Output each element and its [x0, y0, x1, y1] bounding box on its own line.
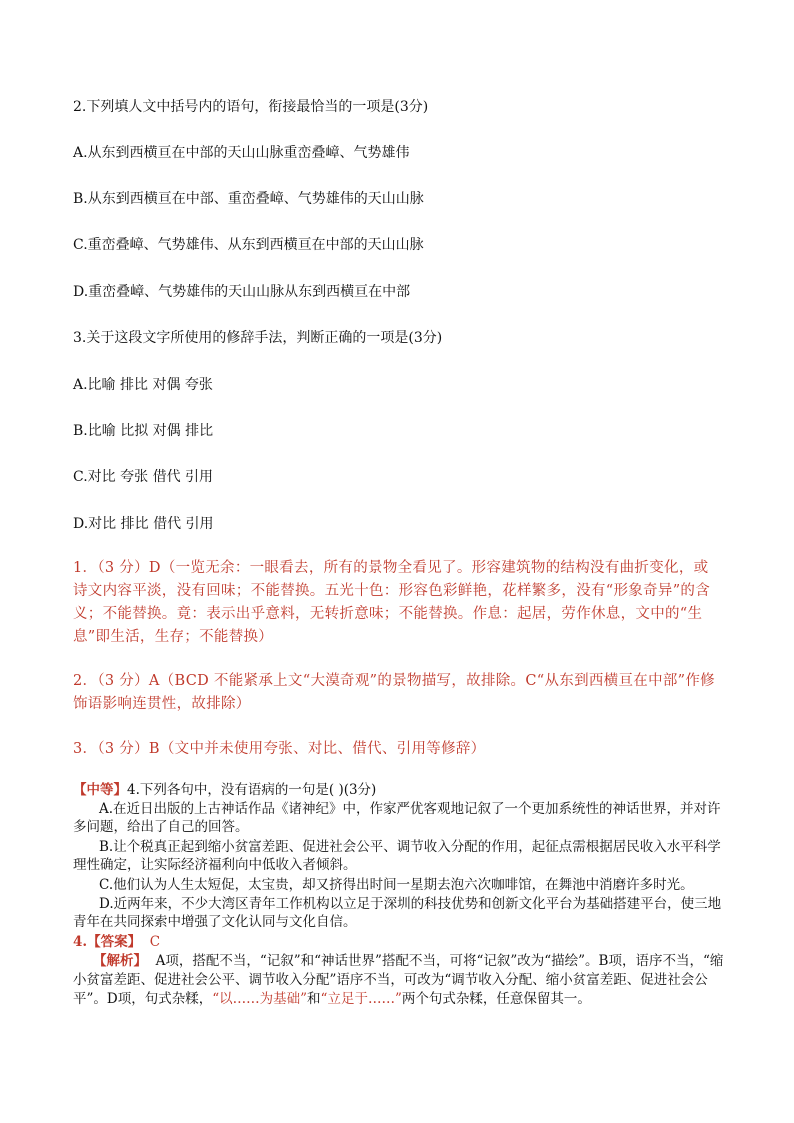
question-4-option-c: C.他们认为人生太短促，太宝贵，却又挤得出时间一星期去泡六次咖啡馆，在舞池中消磨许多时光。 — [99, 877, 694, 893]
question-3-option-a: A.比喻 排比 对偶 夸张 — [73, 377, 213, 393]
question-3-option-d: D.对比 排比 借代 引用 — [73, 516, 214, 532]
question-4-answer — [73, 933, 733, 951]
question-3-option-b: B.比喻 比拟 对偶 排比 — [73, 423, 214, 439]
analysis-text-1: A项，搭配不当，“记叙”和“神话世界”搭配不当，可将“记叙”改为“描绘”。B项，语序不当，“缩小贫富差距、促进社会公平、调节收入分配”语序不当，可改为“调节收入分配、缩小贫富差距、促进社会公平”。D项，句式杂糅， — [73, 953, 724, 1007]
question-4-option-a: A.在近日出版的上古神话作品《诸神纪》中，作家严优客观地记叙了一个更加系统性的神话世界，并对许多问题，给出了自己的回答。 — [73, 801, 721, 835]
question-3-stem: 3.关于这段文字所使用的修辞手法，判断正确的一项是(3分) — [73, 330, 443, 346]
question-2-option-d: D.重峦叠嶂、气势雄伟的天山山脉从东到西横亘在中部 — [73, 284, 411, 300]
answer-1: 1．（3 分）D（一览无余：一眼看去，所有的景物全看见了。形容建筑物的结构没有曲折变化，或诗文内容平淡，没有回味；不能替换。五光十色：形容色彩鲜艳，花样繁多，没有“形象奇异”的含义；不能替换。竟：表示出乎意料，无转折意味；不能替换。作息：起居，劳作休息，文中的“生息”即生活，生存；不能替换） — [73, 560, 711, 645]
question-4-option-b: B.让个税真正起到缩小贫富差距、促进社会公平、调节收入分配的作用，起征点需根据居民收入水平科学理性确定，让实际经济福利向中低收入者倾斜。 — [73, 839, 721, 873]
question-4-analysis — [73, 952, 733, 1009]
answer-value: C — [149, 934, 161, 950]
analysis-tag: 【解析】 — [93, 953, 147, 969]
analysis-highlight-2: “立足于……” — [320, 991, 402, 1007]
analysis-text-mid: 和 — [307, 991, 321, 1007]
question-2-stem: 2.下列填人文中括号内的语句，衔接最恰当的一项是(3分) — [73, 99, 429, 115]
question-2-option-b: B.从东到西横亘在中部、重峦叠嶂、气势雄伟的天山山脉 — [73, 191, 424, 207]
question-4-stem: 4.下列各句中，没有语病的一句是( )(3分) — [127, 782, 377, 798]
answer-number: 4. — [73, 934, 88, 950]
question-2-option-a: A.从东到西横亘在中部的天山山脉重峦叠嶂、气势雄伟 — [73, 145, 410, 161]
question-4-option-d: D.近两年来，不少大湾区青年工作机构以立足于深圳的科技优势和创新文化平台为基础搭建平台，使三地青年在共同探索中增强了文化认同与文化自信。 — [73, 896, 722, 930]
answer-3: 3．（3 分）B（文中并未使用夸张、对比、借代、引用等修辞） — [73, 741, 486, 757]
analysis-text-2: 两个句式杂糅，任意保留其一。 — [401, 991, 591, 1007]
question-3-option-c: C.对比 夸张 借代 引用 — [73, 469, 214, 485]
question-4-stem-line — [73, 781, 733, 799]
question-2-option-c: C.重峦叠嶂、气势雄伟、从东到西横亘在中部的天山山脉 — [73, 237, 424, 253]
difficulty-tag: 【中等】 — [73, 782, 127, 798]
analysis-highlight-1: “以……为基础” — [212, 991, 308, 1007]
answer-2: 2．（3 分）A（BCD 不能紧承上文“大漠奇观”的景物描写，故排除。C“从东到西横亘在中部”作修饰语影响连贯性，故排除） — [73, 673, 715, 712]
answer-tag: 【答案】 — [87, 934, 142, 950]
